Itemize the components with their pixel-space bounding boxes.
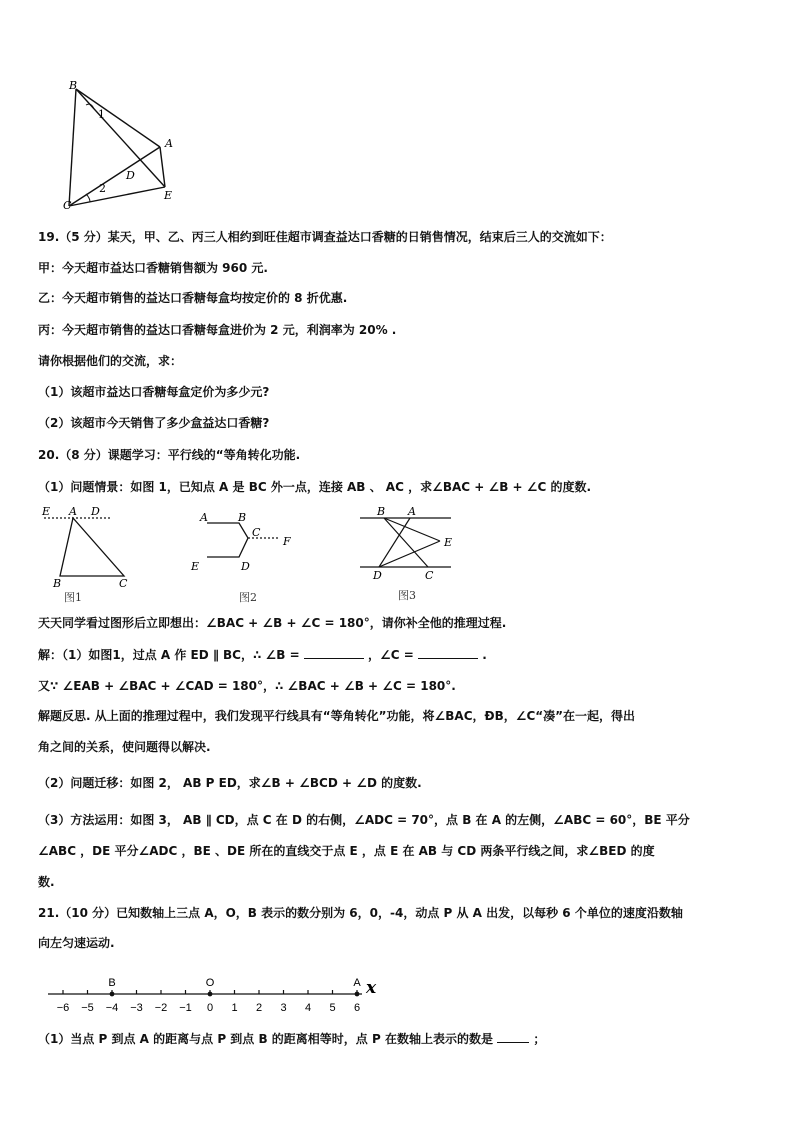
q21-number-line — [40, 968, 390, 1018]
q20-reflection-line2: 角之间的关系，使问题得以解决. — [38, 740, 211, 754]
angle-2-arc — [86, 194, 90, 202]
label-E: E — [164, 189, 173, 202]
number-line-tick-label: −1 — [179, 1002, 192, 1014]
q20-part-3-line3: 数. — [38, 875, 55, 889]
label-B: B — [69, 79, 78, 92]
top-geometry-figure — [55, 78, 185, 213]
q19-statement-yi: 乙：今天超市销售的益达口香糖每盒均按定价的 8 折优惠. — [38, 291, 348, 305]
fig2-label-F: F — [283, 535, 291, 548]
fig1-label-D: D — [91, 505, 100, 518]
top-figure-lines — [69, 89, 165, 206]
fig3-label-E: E — [444, 536, 453, 549]
fig1-caption: 图1 — [64, 591, 82, 604]
q21-heading-line2: 向左匀速运动. — [38, 936, 115, 950]
q20-solution-line1 — [38, 647, 487, 663]
label-angle-2: 2 — [99, 182, 106, 195]
answer-blank-angle-b[interactable] — [304, 658, 364, 659]
q19-heading: 19.（5 分）某天，甲、乙、丙三人相约到旺佳超市调查益达口香糖的日销售情况，结束后三人的交流如下： — [38, 230, 612, 244]
q20-part-3-line2: ∠ABC ，DE 平分∠ADC ，BE 、DE 所在的直线交于点 E ，点 E 在 AB 与 CD 两条平行线之间，求∠BED 的度 — [38, 844, 655, 858]
number-line-tick-label: −2 — [154, 1002, 168, 1014]
q20-figure-2 — [188, 503, 308, 603]
q19-statement-bing: 丙：今天超市销售的益达口香糖每盒进价为 2 元，利润率为 20% . — [38, 323, 397, 337]
fig2-polyline — [207, 523, 248, 557]
q20-reflection-line1: 解题反思. 从上面的推理过程中，我们发现平行线具有“等角转化”功能，将∠BAC，ÐB，∠C“凑”在一起，得出 — [38, 709, 636, 723]
number-line-tick-label: −3 — [130, 1002, 143, 1014]
fig3-label-A: A — [408, 505, 416, 518]
number-line-tick-label: 5 — [329, 1002, 336, 1014]
fig2-caption: 图2 — [239, 591, 257, 604]
q20-part-3-line1: （3）方法运用：如图 3， AB ∥ CD，点 C 在 D 的右侧，∠ADC = 70°，点 B 在 A 的左侧，∠ABC = 60°，BE 平分 — [38, 813, 690, 827]
q19-statement-jia: 甲：今天超市益达口香糖销售额为 960 元. — [38, 261, 268, 275]
q21-part-1-end: ； — [533, 1032, 546, 1046]
q20-solution-part-c: . — [482, 648, 487, 662]
label-C: C — [63, 199, 72, 212]
q20-part-1: （1）问题情景：如图 1，已知点 A 是 BC 外一点，连接 AB 、 AC ，求∠BAC + ∠B + ∠C 的度数. — [38, 480, 592, 494]
q19-part-2: （2）该超市今天销售了多少盒益达口香糖? — [38, 416, 270, 430]
fig2-label-D: D — [241, 560, 250, 573]
fig1-triangle — [60, 518, 124, 576]
number-line-tick-label: −5 — [81, 1002, 94, 1014]
q21-part-1-text: （1）当点 P 到点 A 的距离与点 P 到点 B 的距离相等时，点 P 在数轴上表示的数是 — [38, 1032, 493, 1046]
fig3-label-B: B — [377, 505, 386, 518]
number-line-tick-label: 6 — [353, 1002, 361, 1014]
q19-part-1: （1）该超市益达口香糖每盒定价为多少元? — [38, 385, 270, 399]
answer-blank-p-value[interactable] — [497, 1042, 529, 1043]
number-line-point-label-A: A — [353, 977, 361, 989]
label-A: A — [165, 137, 173, 150]
q20-figure-1 — [38, 503, 138, 603]
fig2-label-C: C — [252, 526, 261, 539]
fig2-label-E: E — [191, 560, 200, 573]
fig3-label-D: D — [373, 569, 382, 582]
fig1-label-C: C — [119, 577, 128, 590]
number-line-tick-label: −4 — [105, 1002, 119, 1014]
q19-prompt: 请你根据他们的交流，求： — [38, 354, 183, 368]
fig3-line-be — [384, 518, 440, 541]
fig2-label-B: B — [238, 511, 247, 524]
number-line-tick-label: 0 — [206, 1002, 214, 1014]
label-D: D — [126, 169, 135, 182]
answer-blank-angle-c[interactable] — [418, 658, 478, 659]
q21-heading-line1: 21.（10 分）已知数轴上三点 A，O，B 表示的数分别为 6，0，-4，动点 P 从 A 出发，以每秒 6 个单位的速度沿数轴 — [38, 906, 683, 920]
q20-solution-part-b: ，∠C = — [368, 648, 414, 662]
number-line-point-label-B: B — [108, 977, 116, 989]
number-line-point-B — [110, 992, 115, 997]
number-line-tick-label: −6 — [56, 1002, 70, 1014]
number-line-point-O — [208, 992, 213, 997]
number-line-x-label: x — [366, 978, 377, 998]
q20-think: 天天同学看过图形后立即想出：∠BAC + ∠B + ∠C = 180°，请你补全他的推理过程. — [38, 616, 507, 630]
number-line-point-label-O: O — [205, 977, 215, 989]
q20-part-2: （2）问题迁移：如图 2， AB P ED，求∠B + ∠BCD + ∠D 的度数. — [38, 776, 422, 790]
number-line-tick-label: 2 — [255, 1002, 263, 1014]
q20-solution-part-a: 解：（1）如图1，过点 A 作 ED ∥ BC，∴ ∠B = — [38, 648, 300, 662]
q21-part-1 — [38, 1031, 545, 1047]
label-angle-1: 1 — [98, 108, 105, 121]
fig3-caption: 图3 — [398, 589, 416, 602]
number-line-tick-label: 4 — [304, 1002, 312, 1014]
q20-heading: 20.（8 分）课题学习：平行线的“等角转化功能. — [38, 448, 301, 462]
q20-solution-line2: 又∵ ∠EAB + ∠BAC + ∠CAD = 180°，∴ ∠BAC + ∠B + ∠C = 180°. — [38, 679, 456, 693]
fig3-line-de — [379, 541, 440, 567]
number-line-tick-label: 1 — [231, 1002, 238, 1014]
q20-figure-3 — [355, 503, 465, 603]
fig1-label-A: A — [69, 505, 77, 518]
fig2-label-A: A — [200, 511, 208, 524]
fig3-label-C: C — [425, 569, 434, 582]
number-line-point-A — [355, 992, 360, 997]
fig1-label-E: E — [42, 505, 51, 518]
fig1-label-B: B — [53, 577, 62, 590]
number-line-tick-label: 3 — [280, 1002, 287, 1014]
